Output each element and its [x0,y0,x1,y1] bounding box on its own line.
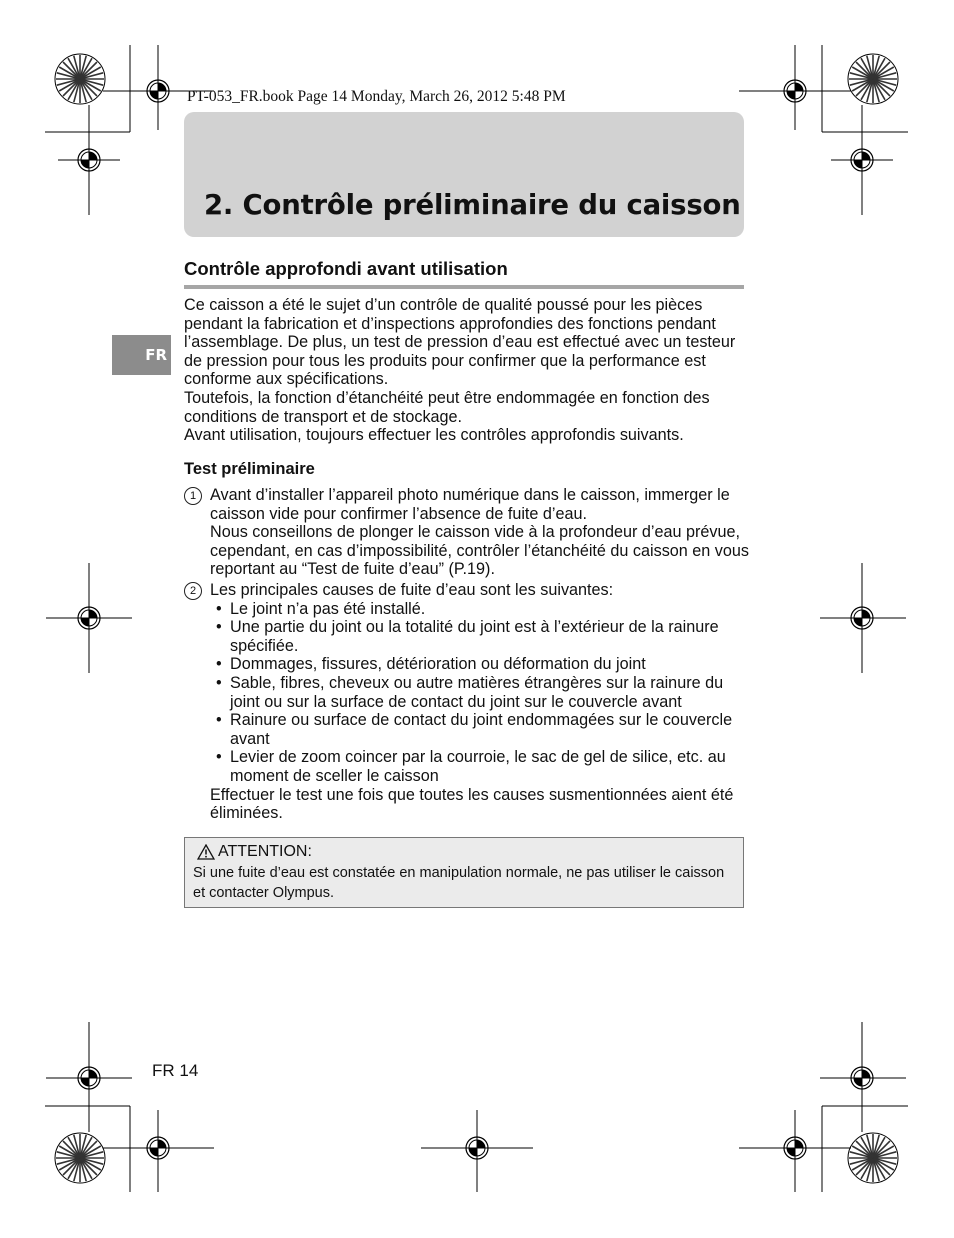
caution-box [184,837,744,908]
caution-title [197,843,312,861]
intro-paragraph: Ce caisson a été le sujet d’un contrôle de qualité poussé pour les pièces pendant la fabrication et d’inspections approfondies des fonctions pendant l’assemblage. De plus, un test de pression d’eau est effectué avec un testeur de pression pour tous les produits pour confirmer que la performance est conforme aux spécifications. [184,296,736,389]
list-item: • Le joint n’a pas été installé. [210,600,749,619]
list-item: • Sable, fibres, cheveux ou autre matières étrangères sur la rainure du joint ou sur la surface de contact du joint sur le couvercle avant [210,674,749,711]
section-heading: Contrôle approfondi avant utilisation [184,258,508,279]
step-note: Nous conseillons de plonger le caisson vide à la profondeur d’eau prévue, cependant, en cas d’impossibilité, contrôler l’étanchéité du caisson en vous reportant au “Test de fuite d’eau” (P.19). [210,523,750,579]
section-divider [184,285,744,289]
caution-label: ATTENTION: [218,843,312,860]
print-header: PT-053_FR.book Page 14 Monday, March 26, 2012 5:48 PM [187,88,566,105]
caution-text: Si une fuite d’eau est constatée en manipulation normale, ne pas utiliser le caisson et contacter Olympus. [193,865,725,901]
step-number-circle: 2 [184,582,202,600]
subsection-heading: Test préliminaire [184,460,315,478]
intro-paragraph: Avant utilisation, toujours effectuer les contrôles approfondis suivants. [184,426,684,445]
page-title: 2. Contrôle préliminaire du caisson [204,189,741,221]
step-text: Les principales causes de fuite d’eau sont les suivantes: [210,581,614,599]
language-tab: FR [112,335,171,375]
list-item: • Une partie du joint ou la totalité du joint est à l’extérieur de la rainure spécifiée. [210,618,749,655]
step-2 [184,581,749,823]
step-closing: Effectuer le test une fois que toutes les causes susmentionnées aient été éliminées. [210,785,734,823]
step-number-circle: 1 [184,487,202,505]
leak-causes-list [210,600,749,786]
page-number: FR 14 [152,1061,199,1080]
intro-paragraph: Toutefois, la fonction d’étanchéité peut être endommagée en fonction des conditions de transport et de stockage. [184,388,710,426]
list-item: • Levier de zoom coincer par la courroie, le sac de gel de silice, etc. au moment de sceller le caisson [210,748,749,785]
intro-text [184,296,749,445]
step-1 [184,486,749,579]
list-item: • Dommages, fissures, détérioration ou déformation du joint [210,655,749,674]
list-item: • Rainure ou surface de contact du joint endommagées sur le couvercle avant [210,711,749,748]
warning-triangle-icon [197,844,215,860]
step-text: Avant d’installer l’appareil photo numérique dans le caisson, immerger le caisson vide pour confirmer l’absence de fuite d’eau. [210,486,730,523]
